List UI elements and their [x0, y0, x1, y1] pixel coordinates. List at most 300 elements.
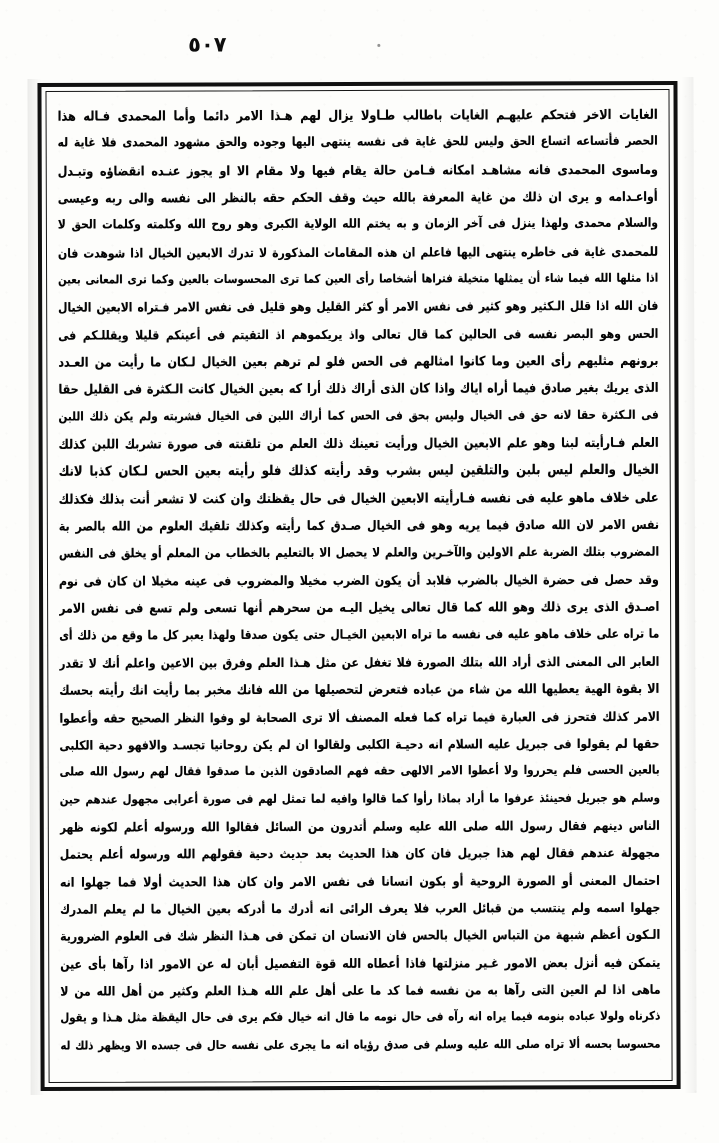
text-word: فى: [59, 327, 78, 343]
text-word: الصحيح: [132, 710, 171, 726]
text-word: كانت: [189, 382, 216, 398]
text-word: فعله: [394, 709, 419, 725]
text-word: لان: [577, 517, 595, 533]
text-word: مشاهـد: [482, 162, 523, 178]
text-word: ذلك: [326, 381, 348, 397]
text-word: الزمان: [425, 217, 460, 232]
text-word: المحمدى: [558, 162, 607, 178]
text-word: من: [75, 983, 92, 1000]
text-word: واعلم: [125, 655, 157, 671]
text-word: بما: [185, 682, 202, 698]
text-word: دحية: [99, 737, 124, 753]
text-word: ما: [321, 1039, 332, 1052]
text-word: أعطوا: [468, 763, 500, 778]
text-word: ألا: [329, 709, 341, 725]
text-word: لا: [61, 984, 70, 1000]
text-word: ذلك: [90, 409, 110, 424]
text-word: لا: [189, 491, 199, 507]
text-word: أعظم: [591, 927, 622, 943]
text-word: فيه: [604, 954, 624, 971]
text-word: من: [95, 354, 113, 371]
text-word: ولم: [140, 409, 159, 424]
text-word: لهم: [150, 764, 170, 779]
text-word: اليها: [292, 135, 316, 150]
text-word: يريك: [604, 380, 631, 396]
text-word: المعنى: [580, 872, 618, 889]
text-word: ما: [148, 628, 160, 643]
text-word: جبريل: [577, 792, 609, 805]
text-word: فهم: [347, 764, 370, 779]
text-word: لبنا: [562, 435, 580, 451]
text-word: أعرابى: [164, 793, 199, 807]
text-word: ولا: [290, 162, 307, 179]
text-word: فى: [246, 409, 264, 424]
text-word: الانسان: [341, 928, 382, 944]
text-word: يريكموهم: [292, 326, 344, 343]
text-word: فى: [427, 1011, 445, 1025]
text-word: كما: [424, 709, 442, 725]
text-word: القليل: [84, 382, 120, 398]
text-word: يزال: [329, 108, 355, 124]
text-word: فى: [266, 928, 285, 944]
text-word: الحس: [351, 408, 381, 423]
text-word: فما: [406, 982, 425, 999]
text-word: ولهذا: [542, 216, 570, 231]
text-word: فى: [517, 490, 536, 506]
text-word: عن: [198, 956, 216, 972]
text-word: يكون: [375, 572, 403, 588]
text-word: أنها: [243, 600, 264, 616]
text-word: يقولوا: [577, 736, 611, 752]
text-word: انه: [317, 1011, 332, 1025]
text-word: شاء: [470, 681, 492, 698]
text-word: ذكرناه: [630, 1010, 662, 1024]
text-word: العلم: [290, 436, 319, 452]
text-word: الكبرى: [264, 217, 300, 232]
text-word: الولاية: [304, 217, 338, 232]
text-word: فى: [392, 135, 411, 150]
text-word: عليهـم: [497, 107, 535, 123]
text-word: امثالهم: [415, 353, 455, 370]
text-word: فلابد: [426, 572, 453, 588]
text-word: يحرروا: [524, 763, 559, 778]
text-word: وجوده: [254, 135, 287, 150]
text-word: العلم: [258, 655, 286, 671]
text-word: الابعين: [464, 435, 503, 451]
text-word: لا: [89, 655, 98, 671]
text-word: صورة: [168, 436, 200, 452]
text-word: يكون: [273, 627, 300, 642]
text-word: الله: [112, 518, 132, 535]
text-word: الخيال: [504, 572, 539, 588]
text-word: فى: [542, 709, 561, 725]
text-word: حال: [402, 1011, 423, 1025]
text-word: لـكان: [119, 463, 150, 480]
text-word: نفس: [424, 299, 452, 315]
text-word: هـذا: [290, 655, 312, 671]
text-word: كما: [392, 792, 410, 806]
text-word: المذكورة: [273, 244, 320, 261]
text-word: فلا: [397, 654, 413, 670]
text-word: ويظهر: [99, 1039, 132, 1053]
text-word: غاية: [585, 244, 608, 260]
text-word: فى: [84, 573, 103, 589]
text-word: الله: [494, 1038, 513, 1052]
text-word: رسول: [520, 818, 554, 834]
text-word: الى: [197, 190, 217, 206]
text-word: مجهولة: [622, 845, 661, 861]
text-word: العلم: [205, 983, 233, 999]
text-word: جبريل: [516, 736, 550, 752]
text-word: من: [534, 927, 552, 943]
text-word: صـدق: [331, 518, 363, 534]
text-word: أراه: [488, 381, 509, 397]
text-word: الحسى: [588, 763, 625, 778]
text-word: الخيال: [471, 408, 504, 423]
text-word: العـدد: [59, 355, 90, 371]
text-word: مقام: [256, 163, 285, 179]
text-word: الهية: [585, 681, 613, 697]
text-word: وكلمته: [147, 218, 183, 233]
page-number: ٥٠٧: [189, 32, 228, 57]
text-word: انه: [469, 1011, 483, 1025]
text-word: قال: [408, 326, 430, 342]
text-word: عباده: [570, 1010, 597, 1024]
text-word: و: [596, 189, 604, 205]
text-word: حقه: [375, 764, 397, 779]
text-word: العين: [326, 273, 353, 287]
text-word: رأيت: [118, 354, 146, 371]
text-word: أعطاه: [368, 955, 401, 971]
text-word: نفسه: [161, 190, 192, 206]
text-word: تسع: [150, 600, 174, 617]
text-word: تدرك: [228, 245, 255, 261]
text-word: انه: [320, 901, 335, 917]
page-border-frame-inner: [46, 89, 673, 1083]
text-word: هذا: [213, 874, 232, 890]
text-word: السائل: [266, 819, 303, 835]
text-word: بلبن: [517, 461, 542, 479]
text-word: الله: [188, 217, 207, 232]
text-word: الصورة: [518, 873, 557, 889]
text-word: أهل: [122, 983, 144, 999]
text-word: وقد: [639, 572, 660, 588]
text-word: أو: [152, 546, 163, 561]
text-word: من: [448, 682, 466, 698]
text-word: تجسـد: [173, 737, 207, 753]
text-word: لكونه: [90, 819, 119, 835]
text-word: والعلم: [580, 461, 617, 478]
text-word: فاذا: [406, 955, 428, 971]
text-word: ما: [245, 764, 257, 779]
text-word: الامر: [175, 300, 201, 316]
text-word: ما: [649, 626, 661, 641]
text-word: مخبر: [206, 682, 233, 698]
text-word: الله: [343, 955, 363, 971]
text-word: وكلمات: [103, 218, 142, 233]
text-word: ليس: [429, 462, 455, 479]
text-word: بالصر: [76, 519, 107, 535]
text-word: ما: [437, 627, 449, 642]
text-word: بالنظر: [223, 190, 258, 206]
text-word: هذا: [497, 845, 516, 862]
text-word: الصورة: [418, 654, 456, 670]
text-word: يعلم: [104, 901, 128, 917]
text-word: الغايات: [450, 107, 490, 123]
text-word: ما: [360, 1011, 371, 1025]
text-word: ماهو: [569, 490, 596, 506]
text-word: حتى: [304, 627, 327, 642]
text-word: يحصل: [336, 545, 369, 560]
text-word: تراه: [447, 709, 469, 725]
text-word: يعبر: [184, 628, 205, 643]
text-word: بكون: [420, 873, 448, 889]
text-word: يختم: [367, 217, 392, 232]
text-word: هذا: [382, 846, 400, 862]
text-word: يكن: [253, 737, 274, 753]
text-word: شبهة: [556, 927, 586, 943]
text-word: الله: [489, 654, 508, 670]
text-word: وهو: [534, 435, 557, 451]
text-word: شاء: [545, 272, 565, 286]
text-word: نوم: [60, 573, 80, 589]
text-word: فأتساعه: [577, 134, 621, 149]
text-word: بحسه: [585, 1038, 614, 1052]
text-word: الامر: [291, 873, 317, 890]
text-word: تراه: [545, 1038, 566, 1052]
text-word: فلو: [262, 462, 283, 479]
text-word: وقف: [329, 190, 357, 206]
text-word: و: [92, 1012, 99, 1026]
text-word: وهو: [238, 217, 260, 232]
text-word: كما: [464, 599, 484, 616]
text-word: فتحرز: [565, 708, 598, 725]
text-word: من: [102, 628, 119, 643]
text-word: كما: [307, 518, 326, 534]
text-word: ماهو: [535, 627, 561, 642]
text-word: باطالب: [403, 107, 444, 124]
text-word: اللبن: [269, 409, 295, 424]
text-word: صادق: [516, 517, 547, 533]
text-word: بماذا: [438, 792, 463, 806]
text-word: يعطيها: [542, 681, 581, 697]
text-word: عنـده: [152, 163, 182, 179]
text-word: له: [221, 956, 233, 972]
text-word: من: [205, 546, 222, 561]
text-word: فى: [124, 382, 143, 398]
text-word: الامر: [394, 299, 420, 315]
text-word: ماهى: [632, 982, 662, 998]
text-word: لهم: [301, 108, 322, 124]
text-word: عليه: [488, 736, 512, 752]
text-word: ما: [272, 901, 283, 917]
text-word: ترى: [128, 274, 148, 287]
text-word: مجهول: [123, 793, 160, 807]
text-word: فقال: [559, 818, 588, 834]
text-word: كان: [406, 846, 426, 862]
text-word: يقظتك: [257, 491, 296, 507]
text-word: فى: [562, 244, 581, 260]
text-word: وقع: [123, 628, 144, 643]
text-word: أو: [453, 873, 465, 889]
text-word: فاعلم: [421, 244, 453, 260]
text-word: يعرف: [379, 900, 409, 917]
text-word: الله: [177, 846, 197, 863]
text-word: ما: [490, 792, 501, 806]
text-word: فما: [118, 874, 138, 890]
text-word: التباس: [493, 927, 530, 944]
text-word: الامر: [635, 708, 661, 724]
text-word: ورأيت: [385, 436, 419, 452]
text-word: مخيلا: [300, 573, 329, 589]
text-word: والآخـرين: [423, 545, 474, 560]
text-word: قوة: [316, 955, 338, 971]
text-word: ويقللـكم: [83, 327, 130, 343]
text-word: فى: [154, 929, 173, 945]
text-word: أواعـدامه: [609, 189, 659, 205]
text-word: لـكان: [168, 354, 197, 370]
text-word: من: [466, 982, 483, 998]
text-word: وسلم: [632, 791, 661, 805]
text-word: بقوة: [617, 681, 644, 697]
text-word: انك: [130, 683, 149, 699]
text-word: روحانيا: [211, 737, 249, 753]
text-word: رؤياه: [354, 1038, 381, 1052]
text-word: كنت: [203, 491, 227, 507]
text-word: اذا: [613, 982, 627, 998]
text-word: العلوم: [160, 518, 194, 534]
text-word: حال: [208, 1039, 228, 1053]
text-word: الله: [595, 272, 613, 286]
text-word: يكن: [115, 409, 135, 424]
text-word: النظر: [175, 710, 206, 726]
text-word: اذا: [131, 245, 145, 261]
text-word: الحصر: [626, 134, 659, 149]
text-word: هذه: [378, 244, 399, 260]
text-word: الخيال: [623, 461, 660, 478]
text-word: ما: [151, 901, 163, 917]
text-word: مثلها: [617, 272, 643, 286]
text-word: قالوا: [363, 792, 388, 806]
text-word: الذى: [595, 599, 620, 615]
text-word: ينتهى: [321, 135, 352, 150]
text-word: أولا: [144, 874, 163, 890]
text-word: تمثل: [282, 793, 307, 806]
scan-speck-icon: [378, 44, 381, 47]
text-word: الذى: [634, 380, 660, 396]
text-word: وأعطوا: [60, 710, 100, 726]
text-word: مثل: [316, 655, 338, 671]
text-word: على: [635, 489, 660, 506]
text-word: انقضاؤه: [100, 163, 146, 179]
text-word: فقالوا: [226, 819, 261, 835]
text-word: بالضرب: [458, 572, 500, 588]
text-word: ذلك: [76, 1039, 95, 1053]
text-word: أنت: [130, 491, 151, 507]
text-word: عن: [342, 654, 360, 671]
text-word: ينتهى: [486, 244, 518, 260]
text-word: فلا: [102, 136, 118, 151]
text-word: واذا: [435, 381, 457, 397]
text-word: وتبـدل: [58, 163, 95, 179]
text-word: لو: [240, 710, 252, 726]
text-word: تراه: [624, 626, 646, 641]
text-word: بعد: [316, 846, 333, 862]
text-word: كذلك: [59, 437, 88, 453]
text-word: قبائل: [473, 900, 503, 916]
text-word: صدقوا: [207, 764, 241, 779]
text-word: ظهر: [60, 819, 85, 836]
text-word: فى: [407, 518, 427, 534]
text-word: الله: [97, 983, 117, 1000]
text-word: حضرة: [544, 572, 577, 588]
text-word: الحديث: [339, 846, 377, 862]
text-word: الى: [607, 654, 627, 670]
text-word: يقول: [61, 1012, 88, 1026]
text-word: ان: [133, 573, 147, 589]
text-word: تعينك: [350, 436, 381, 452]
text-word: رأيته: [228, 462, 256, 480]
text-word: العبارة: [501, 709, 537, 725]
text-word: بالله: [393, 189, 417, 206]
text-word: عليه: [468, 1038, 490, 1052]
text-word: فشربته: [164, 409, 203, 424]
text-word: تمكن: [289, 928, 318, 944]
text-word: والتلقين: [461, 461, 511, 479]
text-word: غاية: [416, 135, 438, 150]
text-word: الخيال: [149, 245, 183, 261]
text-word: رأوا: [414, 792, 434, 806]
text-word: فتحكم: [541, 107, 578, 123]
text-word: يجرى: [290, 1039, 318, 1052]
text-word: والافهو: [128, 737, 169, 753]
text-word: أنزل: [574, 955, 600, 971]
text-word: كذلك: [603, 708, 630, 724]
text-word: او: [220, 163, 232, 179]
text-word: تعالى: [372, 326, 402, 342]
text-word: تشعر: [155, 491, 185, 507]
text-word: هـذا: [239, 928, 261, 944]
text-word: شك: [178, 928, 200, 945]
text-word: فـاله: [84, 108, 112, 125]
text-word: فان: [387, 928, 408, 944]
text-word: لهم: [521, 845, 541, 861]
text-word: نفسه: [452, 627, 482, 642]
text-word: الخيال: [454, 928, 489, 944]
text-word: المحسوسات: [214, 273, 277, 287]
text-word: أراد: [467, 792, 486, 806]
text-word: وفوا: [210, 710, 235, 726]
text-word: كذبا: [90, 463, 113, 480]
text-word: علم: [507, 435, 529, 451]
text-word: دحية: [250, 846, 275, 862]
text-word: حقا: [59, 382, 80, 398]
text-word: لا: [58, 218, 67, 233]
text-word: على: [597, 626, 620, 641]
text-word: ان: [296, 737, 310, 753]
text-word: من: [496, 681, 514, 697]
text-word: عندهم: [581, 845, 616, 861]
text-word: يرى: [239, 1011, 259, 1025]
text-word: وهو: [601, 326, 622, 342]
text-word: رآها: [504, 982, 527, 998]
text-word: فـارأيته: [585, 435, 627, 451]
text-word: العلوم: [115, 929, 150, 945]
text-word: مثليهم: [578, 353, 616, 369]
text-word: ذلك: [78, 628, 98, 643]
text-word: بالتعليم: [276, 545, 316, 560]
text-word: جهلوا: [82, 874, 113, 890]
